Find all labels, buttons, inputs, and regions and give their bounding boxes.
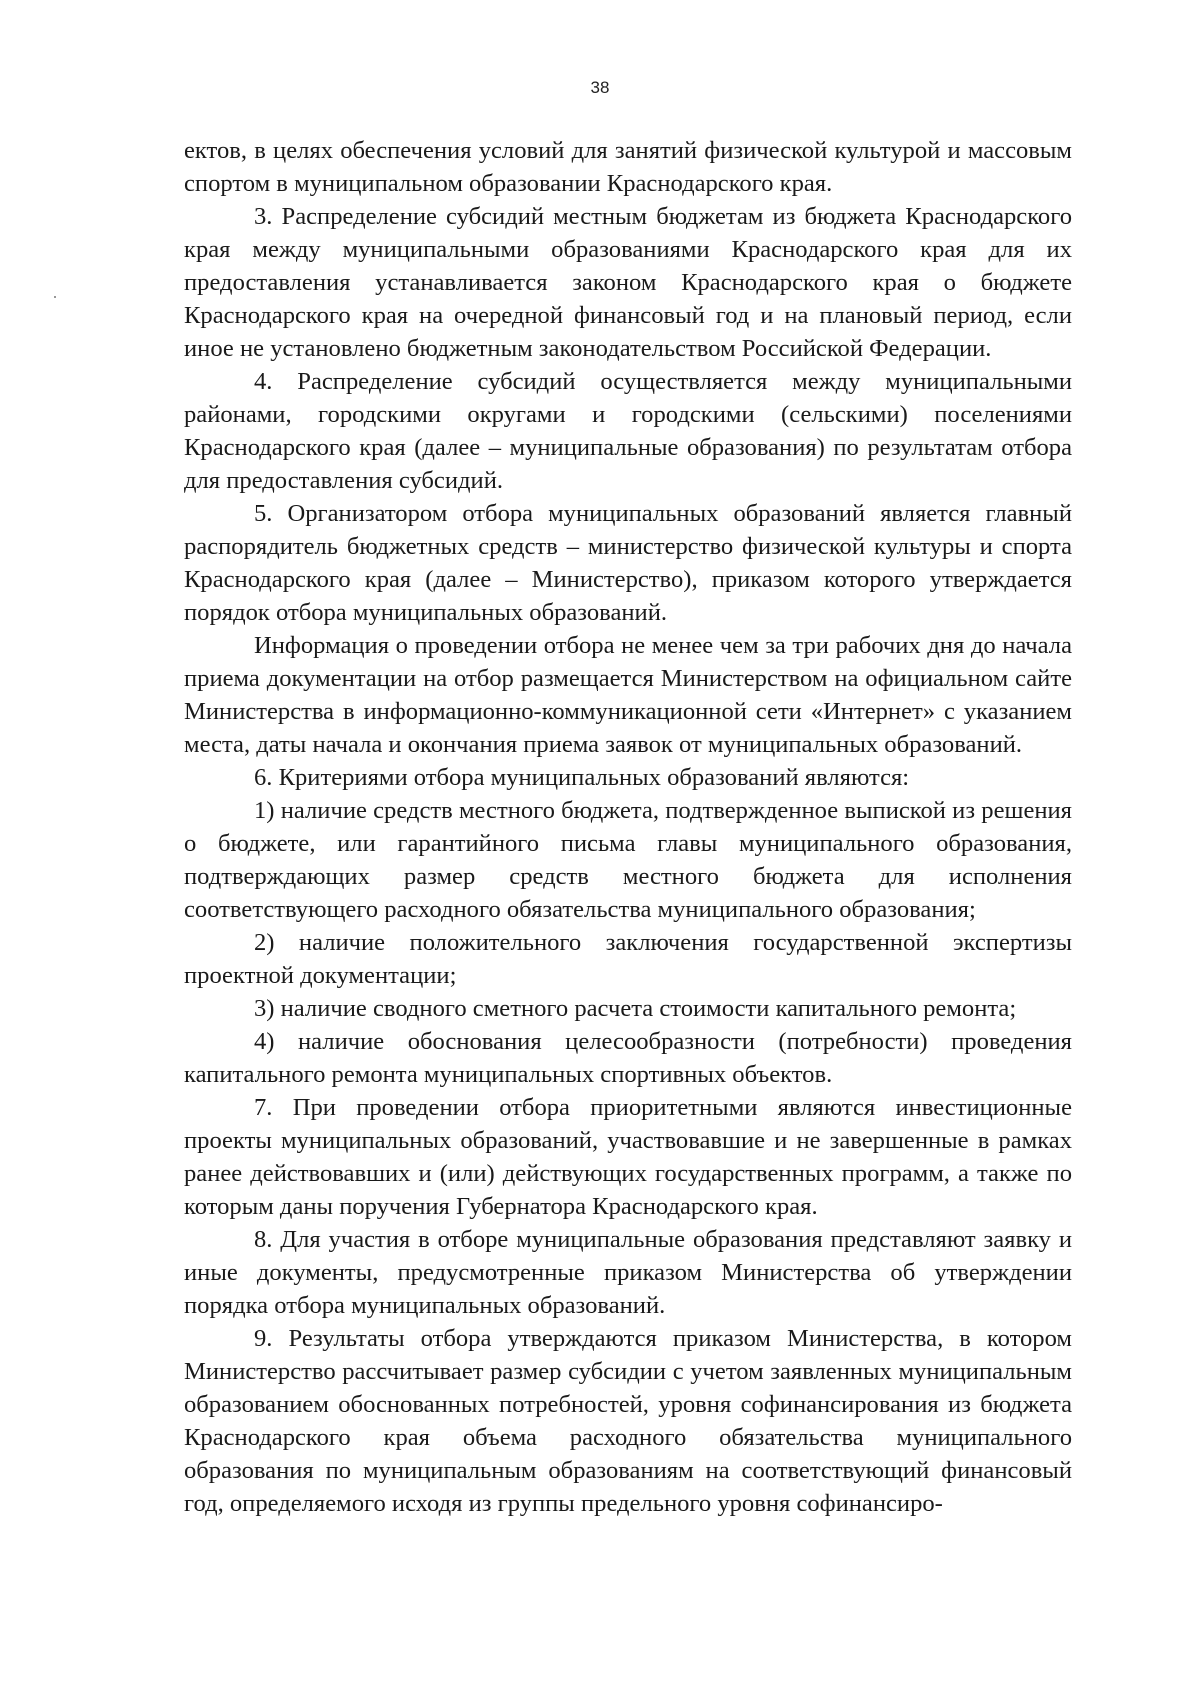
scan-speck [54,296,56,298]
paragraph-9: 9. Результаты отбора утверждаются приказом Министерства, в котором Министерство рассчитывает размер субсидии с учетом заявленных муниципальным образованием обоснованных потребностей, уровня софинансирования из бюджета Краснодарского края объема расходного обязательства муниципального образования по муниципальным образованиям на соответствующий финансовый год, определяемого исходя из группы предельного уровня софинансиро- [184,1325,1072,1517]
criterion-2: 2) наличие положительного заключения государственной экспертизы проектной документации; [184,929,1072,989]
paragraph-7: 7. При проведении отбора приоритетными являются инвестиционные проекты муниципальных образований, участвовавшие и не завершенные в рамках ранее действовавших и (или) действующих государственных программ, а также по которым даны поручения Губернатора Краснодарского края. [184,1094,1072,1220]
paragraph-6: 6. Критериями отбора муниципальных образований являются: [254,764,910,791]
paragraph-8: 8. Для участия в отборе муниципальные образования представляют заявку и иные документы, предусмотренные приказом Министерства об утверждении порядка отбора муниципальных образований. [184,1226,1072,1319]
document-body [184,134,1072,1520]
page-number: 38 [590,78,610,97]
criterion-4: 4) наличие обоснования целесообразности (потребности) проведения капитального ремонта муниципальных спортивных объектов. [184,1028,1072,1088]
criterion-3: 3) наличие сводного сметного расчета стоимости капитального ремонта; [254,995,1017,1022]
paragraph-3: 3. Распределение субсидий местным бюджетам из бюджета Краснодарского края между муниципальными образованиями Краснодарского края для их предоставления устанавливается законом Краснодарского края о бюджете Краснодарского края на очередной финансовый год и на плановый период, если иное не установлено бюджетным законодательством Российской Федерации. [184,203,1072,362]
criterion-1: 1) наличие средств местного бюджета, подтвержденное выпиской из решения о бюджете, или гарантийного письма главы муниципального образования, подтверждающих размер средств местного бюджета для исполнения соответствующего расходного обязательства муниципального образования; [184,797,1072,923]
paragraph-5-info: Информация о проведении отбора не менее чем за три рабочих дня до начала приема документации на отбор размещается Министерством на официальном сайте Министерства в информационно-коммуникационной сети «Интернет» с указанием места, даты начала и окончания приема заявок от муниципальных образований. [184,632,1072,758]
paragraph-continuation: ектов, в целях обеспечения условий для занятий физической культурой и массовым спортом в муниципальном образовании Краснодарского края. [184,137,1072,197]
paragraph-4: 4. Распределение субсидий осуществляется между муниципальными районами, городскими округами и городскими (сельскими) поселениями Краснодарского края (далее – муниципальные образования) по результатам отбора для предоставления субсидий. [184,368,1072,494]
paragraph-5: 5. Организатором отбора муниципальных образований является главный распорядитель бюджетных средств – министерство физической культуры и спорта Краснодарского края (далее – Министерство), приказом которого утверждается порядок отбора муниципальных образований. [184,500,1072,626]
